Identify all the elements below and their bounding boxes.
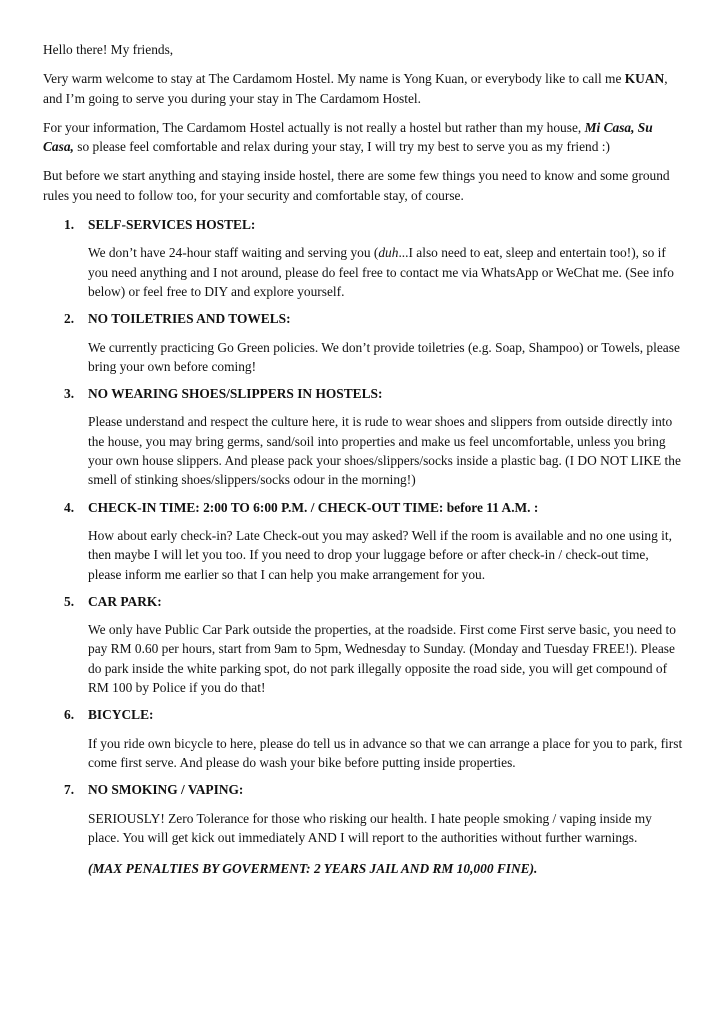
rule-title: NO TOILETRIES AND TOWELS: [88, 311, 291, 327]
rule-heading [43, 384, 684, 403]
rule-body: How about early check-in? Late Check-out you may asked? Well if the room is available and no one using it, then maybe I will let you too. If you need to drop your luggage before or after check-in / check-out time, please inform me earlier so that I can help you make arrangement for you. [88, 527, 672, 582]
rule-body [43, 243, 684, 301]
intro-paragraph: But before we start anything and staying inside hostel, there are some few things you need to know and some ground rules you need to follow too, for your security and comfortable stay, of course. [43, 168, 670, 203]
rule-title: NO WEARING SHOES/SLIPPERS IN HOSTELS: [88, 386, 383, 402]
rule-body: If you ride own bicycle to here, please do tell us in advance so that we can arrange a place for you to park, first come first serve. And please do wash your bike before putting inside properties. [88, 735, 683, 770]
host-nickname: KUAN [624, 71, 665, 87]
welcome-text-a: Very warm welcome to stay at The Cardamom Hostel. My name is Yong Kuan, or everybody like to call me [43, 71, 625, 87]
rule-body-text-b: ...I also need to eat, sleep and entertain too!), so if you need anything and I not around, please do feel free to contact me via WhatsApp or WeChat me. (See info below) or feel free to DIY and explore yourself. [88, 245, 674, 299]
info-text-a: For your information, The Cardamom Hostel actually is not really a hostel but rather than my house, [43, 119, 585, 135]
rule-number: 7. [64, 782, 75, 798]
rule-body: We currently practicing Go Green policies. We don’t provide toiletries (e.g. Soap, Shampoo) or Towels, please bring your own before coming! [88, 339, 680, 374]
motto: Mi Casa, Su Casa, [43, 119, 653, 155]
rule-heading [43, 215, 684, 234]
greeting: Hello there! My friends, [43, 42, 174, 57]
rule-heading [43, 498, 684, 517]
rule-item [43, 498, 684, 584]
rule-number: 3. [64, 386, 75, 402]
rule-number: 2. [64, 311, 75, 327]
rule-title: SELF-SERVICES HOSTEL: [88, 217, 256, 233]
rule-body-emphasis: duh [378, 245, 399, 261]
info-paragraph [43, 118, 684, 157]
rule-title: CAR PARK: [88, 593, 162, 609]
rule-heading [43, 309, 684, 328]
rule-heading [43, 592, 684, 611]
rule-item [43, 780, 684, 878]
rule-body: Please understand and respect the culture here, it is rude to wear shoes and slippers from outside directly into the house, you may bring germs, sand/soil into properties and make us feel uncomfortable, unless you bring your own house slippers. And please pack your shoes/slippers/socks inside a plastic bag. (I DO NOT LIKE the smell of stinking shoes/slippers/socks odour in the morning!) [88, 414, 681, 488]
rule-title: BICYCLE: [88, 707, 154, 723]
rule-item [43, 384, 684, 489]
rules-list [43, 215, 684, 878]
welcome-text-b: , and I’m going to serve you during your stay in The Cardamom Hostel. [43, 71, 668, 106]
rule-item [43, 215, 684, 301]
welcome-paragraph [43, 69, 684, 108]
rule-body: We only have Public Car Park outside the properties, at the roadside. First come First serve basic, you need to pay RM 0.60 per hours, start from 9am to 5pm, Wednesday to Sunday. (Monday and Tuesday FREE!). Please do park inside the white parking spot, do not park illegally opposite the road side, you will get compound of RM 100 by Police if you do that! [88, 622, 676, 696]
rule-item [43, 705, 684, 772]
rule-body: SERIOUSLY! Zero Tolerance for those who risking our health. I hate people smoking / vaping inside my place. You will get kick out immediately AND I will report to the authorities without further warnings. [88, 810, 652, 845]
rule-number: 5. [64, 593, 75, 609]
rule-item [43, 592, 684, 697]
rule-number: 4. [64, 499, 75, 515]
penalty-notice: (MAX PENALTIES BY GOVERMENT: 2 YEARS JAIL AND RM 10,000 FINE). [88, 861, 538, 877]
rule-body-text-a: We don’t have 24-hour staff waiting and serving you ( [88, 245, 379, 261]
rule-number: 6. [64, 707, 75, 723]
rule-number: 1. [64, 217, 75, 233]
info-text-b: so please feel comfortable and relax during your stay, I will try my best to serve you as my friend :) [73, 139, 610, 155]
rule-title: CHECK-IN TIME: 2:00 TO 6:00 P.M. / CHECK-OUT TIME: before 11 A.M. : [88, 499, 539, 515]
rule-heading [43, 780, 684, 799]
rule-item [43, 309, 684, 376]
rule-heading [43, 705, 684, 724]
rule-title: NO SMOKING / VAPING: [88, 782, 244, 798]
